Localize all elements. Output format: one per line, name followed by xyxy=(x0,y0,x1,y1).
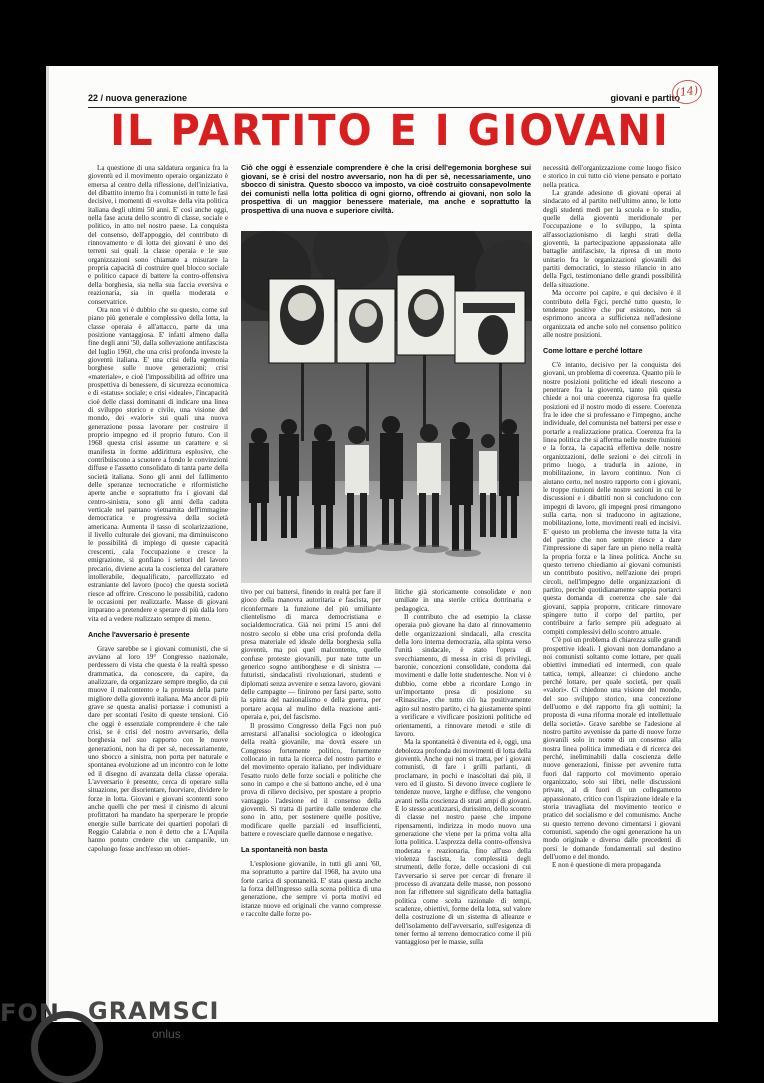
running-head-right: giovani e partito xyxy=(610,93,680,103)
paragraph: E non è questione di mera propaganda xyxy=(552,861,661,870)
watermark-fragment: FON xyxy=(0,999,60,1027)
paragraph: Ora non vi è dubbio che su questo, come sul piano più generale e complessivo della lotta, la classe operaia è all'attacco, parte da una posizione vantaggiosa. E' infatti almeno dalla fine degli anni '50, dalla sollevazione antifascista del luglio 1960, che una crisi profonda investe la gioventù italiana. E' una crisi della egemonia borghese sulle nuove generazioni; crisi «materiale», e cioè l'impossibilità ad offrire una prospettiva di benessere, di sicurezza economica e di «status» sociale; e crisi «ideale», l'incapacità cioè delle classi dominanti di indicare una linea di sviluppo storico e civile, una visione del mondo, dei «valori» sui quali una nuova generazione possa lavorare per costruire il proprio impegno ed il proprio futuro. Con il 1968 questa crisi assume un carattere e si manifesta in forme addirittura esplosive, che contribuiscono a scuotere a fondo le convinzioni diffuse e l'assetto consolidato di tanta parte della società italiana. Sono gli anni del fallimento delle speranze tecnocratiche e riformistiche aperte anche e soprattutto fra i giovani dal centro-sinistra, sono gli anni della caduta verticale nel pantano vietnamita dell'immagine democratica e progressiva della società americana. Aumenta il tasso di scolarizzazione, il livello culturale dei giovani, ma diminuiscono le possibilità di impiego di queste capacità crescenti, cala l'occupazione e cresce la emigrazione, si gonfiano i settori del lavoro precario, diviene acuta la coscienza del carattere intollerabile, dequalificato, parcellizzato ed estraniante del lavoro (poco) che questa società riesce ad offrire. Crescono le possibilità, cadono le occasioni per realizzarle. Masse di giovani imparano a pretendere e sperare di più dalla loro vita ed a vedere realizzato sempre di meno. xyxy=(88,305,228,623)
running-head-left: 22 / nuova generazione xyxy=(88,93,188,103)
subheading: Come lottare e perché lottare xyxy=(543,346,643,356)
paragraph: La grande adesione di giovani operai al sindacato ed al partito nell'ultimo anno, le lotte degli studenti medi per la scuola e lo studio, quelle della gioventù meridionale per l'occupazione e lo sviluppo, la spinta all'associazionismo di larghi strati della gioventù, la partecipazione appassionata alle battaglie antifasciste, la ripresa di un moto unitario fra le organizzazioni giovanili dei partiti democratici, lo stesso rilancio in atto della Fgci, testimoniano delle grandi possibilità della situazione. xyxy=(543,189,681,289)
paragraph: Ma la spontaneità è divenuta ed è, oggi, una debolezza profonda dei movimenti di lotta della gioventù. Anche qui non si tratta, per i giovani comunisti, di fare i grilli parlanti, di proclamare, in pochi e inascoltati dai più, il vero ed il giusto. Si devono invece cogliere le tendenze nuove, larghe e diffuse, che vengono avanti nella coscienza di strati ampi di giovani. E lo stesso acutizzarsi, durissimo, dello scontro di classe nel nostro paese che impone ripensamenti, indirizza in modo nuovo una generazione che viene per la prima volta alla lotta politica. L'asprezza della contro-offensiva moderata e reazionaria, fino all'uso della violenza fascista, la complessità degli strumenti, delle forze, delle occasioni di cui l'avversario si serve per cercar di frenare il processo di avanzata delle masse, non possono non far riflettere sul significato della battaglia politica come scelta razionale di tempi, scadenze, obiettivi, forme della lotta, sul valore della costruzione di un sistema di alleanze e dell'isolamento dell'avversario, sull'esigenza di tener fermo al terreno democratico come il più vantaggioso per le masse, sulla xyxy=(395,738,531,947)
paragraph: C'è poi un problema di chiarezza sulle grandi prospettive ideali. I giovani non domandano a noi comunisti soltanto come lottare, per quali obiettivi immediati ed intermedi, con quale tattica, tempi, alleanze: ci chiedono anche perché lottare, per quale società, per quali «valori». Ci chiedono una visione del mondo, del suo sviluppo storico, una concezione dell'uomo e del rapporto fra gli uomini; la proposta di «una riforma morale ed intellettuale della società». Grave sarebbe se l'adesione al nostro partito avvenisse da parte di nuove forze giovanili solo in nome di un consenso alla nostra linea politica immediata e di ricerca dei perché, ineliminabili dalla coscienza delle nuove generazioni, finisse per avvenire tutta fuori dal rapporto col movimento operaio organizzato, solo sui libri, nelle discussioni private, al di fuori di un collegamento appassionato, critico con l'ispirazione ideale e la storia travagliata del movimento teorico e pratico del socialismo e del comunismo. Anche su questo terreno devono cimentarsi i giovani comunisti, sapendo che ogni generazione ha un modo originale e diverso dalle precedenti di porsi le domande fondamentali sul destino dell'uomo e del mondo. xyxy=(543,636,681,862)
subheading: Anche l'avversario è presente xyxy=(88,629,190,639)
watermark-suffix: onlus xyxy=(152,1027,181,1041)
paragraph: La questione di una saldatura organica fra la gioventù ed il movimento operaio organizzato è emersa al centro della riflessione, dell'iniziativa, del dibattito interno fra i comunisti in tutte le fasi decisive, i momenti di «svolta» della vita politica italiana degli ultimi 50 anni. E' così anche oggi, nella fase acuta dello scontro di classe, sociale e politico, in atto nel nostro paese. La conquista del consenso, dell'appoggio, del contributo di rinnovamento e di lotta dei giovani è uno dei terreni sui quali la classe operaia e le sue organizzazioni sono chiamate a misurare la propria capacità di costruire quel blocco sociale e politico capace di battere la contro-offensiva della borghesia, sia nella sua faccia eversiva e reazionaria, sia in quella moderata e conservatrice. xyxy=(88,164,228,306)
article-column-1 xyxy=(88,164,228,1014)
paragraph: litiche già storicamente consolidate e non umiliate in una sterile critica dottrinaria e pedagogica. xyxy=(395,588,531,613)
magazine-page xyxy=(46,66,718,1022)
paragraph: Grave sarebbe se i giovani comunisti, che si avviano al loro 19° Congresso nazionale, perdessero di vista che questa è la realtà spesso drammatica, da conoscere, da capire, da analizzare, da organizzare sempre meglio, da cui muove il malcontento e la protesta della parte migliore della gioventù italiana. Ma ancor di più grave se questa analisi portasse i comunisti a dare per scontati l'esito di queste tensioni. Ciò che oggi è essenziale comprendere è che tale crisi, se è crisi del nostro avversario, della borghesia nel suo rapporto con le nuove generazioni, non ha di per sè, necessariamente, uno sbocco a sinistra, non porta per naturale e spontanea evoluzione ad un incontro con le lotte ed il disegno di avanzata della classe operaia. L'avversario è presente, cerca di operare sulla situazione, per disorientare, fuorviare, dividere le forze in lotta. Giovani e giovani scontenti sono anche quelli che per mesi il cinismo di alcuni profittatori ha mandato ha sperperare le proprie energie sulle barricate dei quartieri popolari di Reggio Calabria e non è detto che a L'Aquila hanno potuto credere che un campanile, un capoluogo fosse anch'esso un obiet- xyxy=(88,644,228,853)
page-title: IL PARTITO E I GIOVANI xyxy=(110,106,670,156)
paragraph: necessità dell'organizzazione come luogo fisico e storico in cui tutto ciò viene pensato e portato nella pratica. xyxy=(543,164,681,189)
photo-illustration xyxy=(241,231,532,583)
article-column-3 xyxy=(395,588,531,1014)
watermark-name: GRAMSCI xyxy=(88,997,220,1025)
paragraph: Ma occorre poi capire, e qui decisivo è il contributo della Fgci, perché tutto questo, le tendenze positive che pur esistono, non si esprimono ancora a sufficienza nell'adesione organizzata ed anche solo nel consenso politico alle nostre posizioni. xyxy=(543,289,681,339)
paragraph: Il contributo che ad esempio la classe operaia può giovane ha dato al rinnovamento delle organizzazioni sindacali, alla crescita della loro interna democrazia, alla spinta verso l'unità sindacale, è stato l'opera di svecchiamento, di messa in crisi di privilegi, baronie, concezioni consolidate, condotta dai movimenti e dalle lotte studentesche. Non vi è dubbio, come ebbe a ricordare Longo in un'importante presa di posizione su «Rinascita», che tutto ciò ha positivamente agito sul nostro partito, ci ha giustamente spinti a verificare e vivificare posizioni politiche ed orientamenti, a rinnovare metodi e stile di lavoro. xyxy=(395,613,531,738)
article-column-4 xyxy=(543,164,681,1014)
paragraph: Il prossimo Congresso della Fgci non può arrestarsi all'analisi sociologica o ideologica della realtà giovanile, ma dovrà essere un Congresso fortemente politico, fortemente collocato in tutta la ricerca del nostro partito e del movimento operaio italiano, per individuare l'esatto ruolo delle forze sociali e politiche che sono in campo e che si battono anche, ed è una prova di rilievo decisivo, per spostare a proprio vantaggio l'adesione ed il consenso della gioventù. Si tratta di partire dalle tendenze che sono in atto, per sostenere quelle positive, modificare quelle parziali ed insufficienti, battere e rovesciare quelle dannose e negative. xyxy=(241,721,381,838)
page-edge xyxy=(46,66,49,1022)
paragraph: tivo per cui battersi, finendo in realtà per fare il gioco della manovra autoritaria e fascista, per riconfermare la funzione del più umiliante clientelismo di marca democristiana e socialdemocratica. Già nei primi 15 anni del nostro secolo si ebbe una crisi profonda della presa materiale ed ideale della borghesia sulla gioventù, ma poi quel malcontento, quelle confuse proteste giovanili, pur nate tutte un generico sogno antiborghese e di sinistra — futuristi, sindacalisti rivoluzionari, studenti e diplomati senza avvenire e senza lavoro, giovani delle campagne — finirono per farsi parte, sotto la spinta del nazionalismo e della guerra, per portare acqua al mulino della reazione anti-operaia e, poi, del fascismo. xyxy=(241,588,381,722)
demonstration-photo xyxy=(241,231,532,583)
subheading: La spontaneità non basta xyxy=(241,845,328,855)
paragraph: L'esplosione giovanile, in tutti gli anni '60, ma soprattutto a partire dal 1968, ha avuto una forte carica di spontaneità. E' stata questa anche la forza dell'ingresso sulla scena politica di una generazione, che sempre vi porta motivi ed istanze nuove ed originali che vanno compresse e raccolte dalle forze po- xyxy=(241,859,381,918)
article-column-2 xyxy=(241,588,381,1014)
handwritten-folio-mark: (14) xyxy=(670,78,703,106)
article-lead: Ciò che oggi è essenziale comprendere è che la crisi dell'egemonia borghese sui giovani, se è crisi del nostro avversario, non ha di per sè, necessariamente, uno sbocco di sinistra. Questo sbocco va imposto, va cioè costruito consapevolmente dei comunisti nella lotta politica di ogni giorno, offrendo ai giovani, non solo la prospettiva di un maggior benessere materiale, ma anche e soprattutto la prospettiva di una nuova e superiore civiltà. xyxy=(241,164,531,215)
paragraph: C'è intanto, decisivo per la conquista dei giovani, un problema di coerenza. Quanto più le nostre posizioni politiche ed ideali riescono a penetrare fra la gioventù, tanto più questa chiede a noi una coerenza rigorosa fra quelle posizioni ed il nostro modo di essere. Coerenza fra le idee che si professano e l'impegno, anche individuale, del comunista nel battersi per esse e portarle a realizzazione pratica. Coerenza fra la linea politica che si afferma nelle nostre riunioni e la forza, la capacità effettiva delle nostre organizzazioni, delle sezioni e dei circoli in primo luogo, a tradurla in azione, in mobilitazione, in lavoro continuo. Non ci aiutano certo, nel nostro rapporto con i giovani, le troppe riunioni delle nostre sezioni in cui le discussioni e i dibattiti non si concludono con impegni di lavoro, gli impegni presi rimangono sulla carta, non si traducono in agitazione, mobilitazione, lotte, movimenti reali ed incisivi. E' questo un problema che investe tutta la vita del partito che non sempre riesce a dare l'impressione di saper fare un pieno nella realtà la propria forza e la linea politica. Anche su questo terreno chiediamo ai giovani comunisti un contributo positivo, nell'azione dei propri circoli, nell'impegno delle organizzazioni di partito, perché quotidianamente sappia portarci questa domanda di coerenza che sale dai giovani, sappia proporre, criticare rinnovare spingere tutto il corpo del partito, per contribuire a farlo sempre più adeguato ai compiti complessivi dello scontro attuale. xyxy=(543,360,681,636)
archive-watermark xyxy=(0,996,220,1080)
